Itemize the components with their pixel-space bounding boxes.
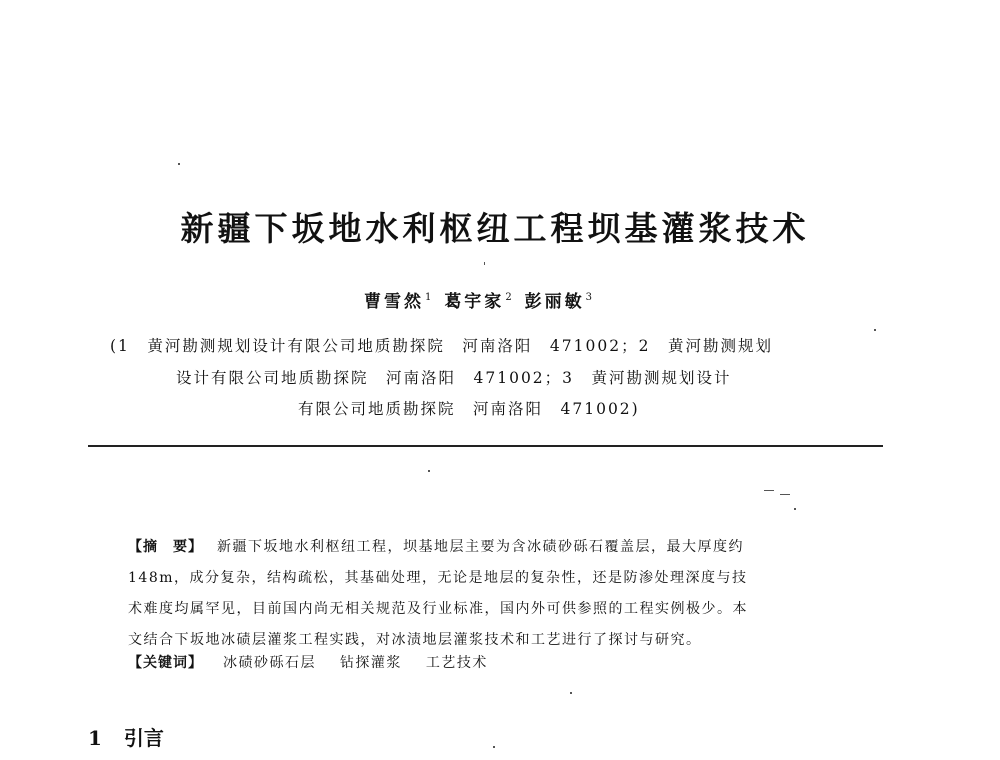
abstract-line xyxy=(128,532,858,563)
section-number: 1 xyxy=(88,726,102,750)
scan-speck xyxy=(570,692,572,694)
affiliation-line: 设计有限公司地质勘探院 河南洛阳 471002；3 黄河勘测规划设计 xyxy=(176,369,732,387)
keyword: 钻探灌浆 xyxy=(339,655,402,671)
abstract-line: 术难度均属罕见，目前国内尚无相关规范及行业标准，国内外可供参照的工程实例极少。本 xyxy=(128,601,748,617)
abstract-line: 文结合下坂地冰碛层灌浆工程实践，对冰渍地层灌浆技术和工艺进行了探讨与研究。 xyxy=(128,632,702,648)
scan-speck xyxy=(178,163,180,165)
author-name: 葛宇家 xyxy=(444,292,505,312)
affiliation-line: 有限公司地质勘探院 河南洛阳 471002) xyxy=(298,400,640,418)
scan-speck xyxy=(764,490,774,491)
abstract-text: 新疆下坂地水利枢纽工程，坝基地层主要为含冰碛砂砾石覆盖层，最大厚度约 xyxy=(217,539,744,555)
header-divider xyxy=(88,445,883,447)
section-heading xyxy=(88,722,164,751)
section-title: 引言 xyxy=(123,726,164,750)
author-name: 曹雪然 xyxy=(364,292,425,312)
author-affiliation-mark: 2 xyxy=(505,292,512,304)
affiliation-line: (1 黄河勘测规划设计有限公司地质勘探院 河南洛阳 471002；2 黄河勘测规划 xyxy=(110,337,773,355)
abstract-label: 【摘 要】 xyxy=(128,539,203,555)
scan-speck xyxy=(874,329,876,331)
keywords-line xyxy=(128,652,506,672)
abstract-block xyxy=(128,532,858,656)
abstract-line: 148m，成分复杂，结构疏松，其基础处理，无论是地层的复杂性，还是防渗处理深度与技 xyxy=(128,570,748,586)
scan-speck xyxy=(794,508,796,510)
scan-speck xyxy=(428,470,430,472)
paper-title: 新疆下坂地水利枢纽工程坝基灌浆技术 xyxy=(180,209,810,248)
keyword: 冰碛砂砾石层 xyxy=(222,655,316,671)
scan-speck xyxy=(780,494,790,495)
author-list xyxy=(0,287,960,312)
author-name: 彭丽敏 xyxy=(524,292,585,312)
scan-speck xyxy=(484,262,485,265)
keyword: 工艺技术 xyxy=(425,655,488,671)
scan-speck xyxy=(493,746,495,748)
author-affiliation-mark: 3 xyxy=(585,292,592,304)
keywords-label: 【关键词】 xyxy=(128,655,203,671)
author-affiliation-mark: 1 xyxy=(425,292,432,304)
